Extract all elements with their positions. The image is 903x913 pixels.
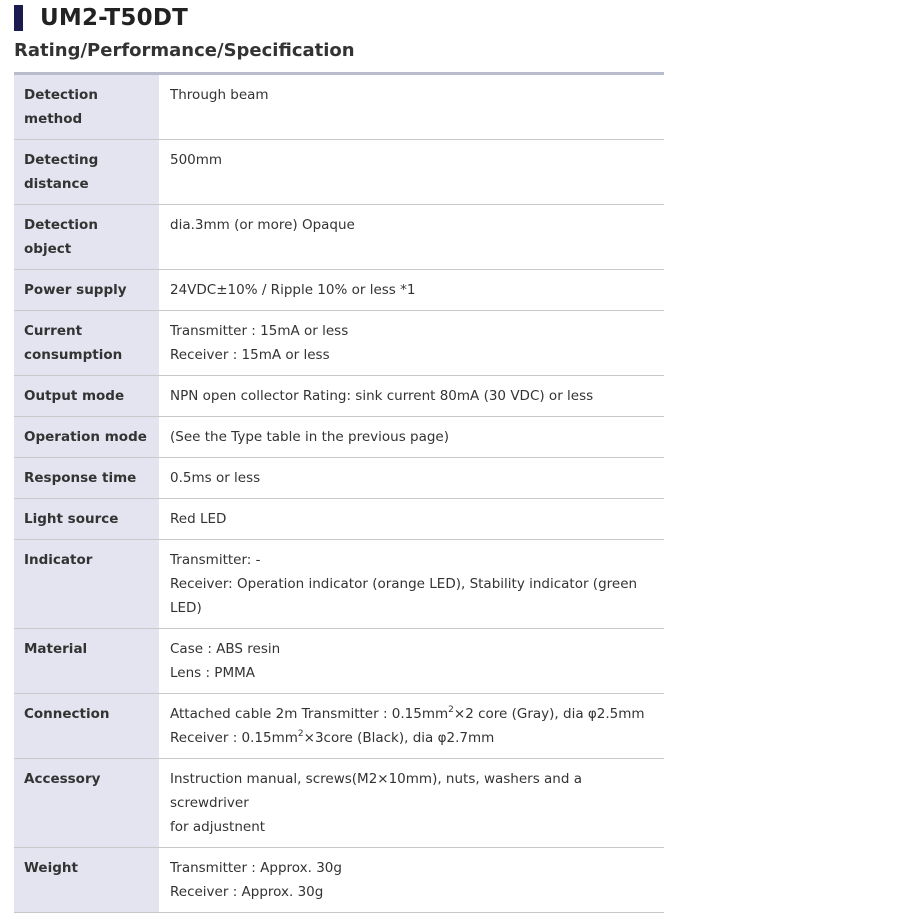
table-row [14, 270, 664, 311]
table-row [14, 458, 664, 499]
value-line: Receiver : 15mA or less [170, 347, 330, 363]
table-row [14, 75, 664, 140]
value-line: Receiver : Approx. 30g [170, 884, 324, 900]
table-row [14, 848, 664, 913]
value-connection [159, 694, 664, 759]
label-detecting-distance [14, 140, 159, 205]
value-accessory [159, 759, 664, 848]
table-row [14, 694, 664, 759]
page-header [14, 4, 188, 32]
connection-text: Attached cable 2m Transmitter : 0.15mm [170, 706, 449, 722]
label-line: consumption [24, 347, 123, 363]
table-row [14, 417, 664, 458]
value-light-source: Red LED [159, 499, 664, 540]
label-weight: Weight [14, 848, 159, 913]
connection-text: Receiver : 0.15mm [170, 730, 298, 746]
label-current-consumption [14, 311, 159, 376]
product-title: UM2-T50DT [40, 5, 189, 31]
value-line: Receiver: Operation indicator (orange LED), Stability indicator (green LED) [170, 576, 638, 616]
value-line: Case : ABS resin [170, 641, 281, 657]
superscript: 2 [297, 729, 304, 739]
value-weight [159, 848, 664, 913]
connection-text: ×3core (Black), dia φ2.7mm [303, 730, 495, 746]
table-row [14, 540, 664, 629]
table-row [14, 140, 664, 205]
label-output-mode: Output mode [14, 376, 159, 417]
label-line: Detecting [24, 152, 99, 168]
label-line: Current [24, 323, 83, 339]
superscript: 2 [448, 705, 454, 715]
label-indicator: Indicator [14, 540, 159, 629]
table-row [14, 311, 664, 376]
value-current-consumption [159, 311, 664, 376]
label-material: Material [14, 629, 159, 694]
label-detection-object: Detection object [14, 205, 159, 270]
value-detection-method: Through beam [159, 75, 664, 140]
value-line: for adjustnent [170, 819, 266, 835]
value-line: Transmitter: - [170, 552, 261, 568]
label-line: distance [24, 176, 89, 192]
value-output-mode: NPN open collector Rating: sink current 80mA (30 VDC) or less [159, 376, 664, 417]
table-row [14, 629, 664, 694]
section-heading: Rating/Performance/Specification [14, 40, 355, 61]
value-indicator [159, 540, 664, 629]
label-power-supply: Power supply [14, 270, 159, 311]
value-line: Transmitter : 15mA or less [170, 323, 349, 339]
table-row [14, 499, 664, 540]
label-connection: Connection [14, 694, 159, 759]
value-detecting-distance: 500mm [159, 140, 664, 205]
value-material [159, 629, 664, 694]
label-accessory: Accessory [14, 759, 159, 848]
value-line [170, 726, 654, 750]
table-row [14, 376, 664, 417]
value-line [170, 702, 654, 726]
table-row [14, 759, 664, 848]
table-row [14, 205, 664, 270]
value-line: Instruction manual, screws(M2×10mm), nuts, washers and a screwdriver [170, 771, 582, 811]
label-detection-method: Detection method [14, 75, 159, 140]
value-detection-object: dia.3mm (or more) Opaque [159, 205, 664, 270]
value-line: Transmitter : Approx. 30g [170, 860, 342, 876]
spec-table [14, 75, 664, 913]
value-operation-mode: (See the Type table in the previous page) [159, 417, 664, 458]
value-response-time: 0.5ms or less [159, 458, 664, 499]
label-light-source: Light source [14, 499, 159, 540]
label-operation-mode: Operation mode [14, 417, 159, 458]
value-line: Lens : PMMA [170, 665, 255, 681]
value-power-supply: 24VDC±10% / Ripple 10% or less *1 [159, 270, 664, 311]
label-response-time: Response time [14, 458, 159, 499]
title-accent-bar [14, 5, 23, 31]
connection-text: ×2 core (Gray), dia φ2.5mm [453, 706, 645, 722]
